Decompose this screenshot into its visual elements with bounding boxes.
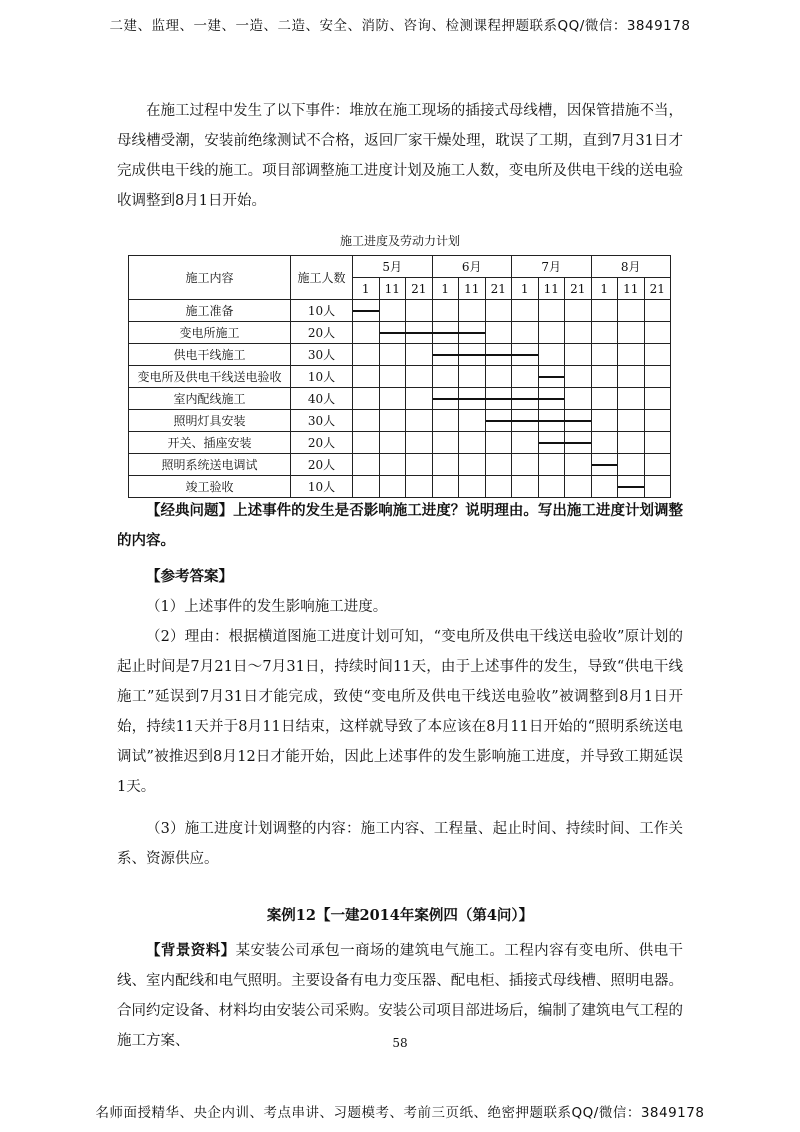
schedule-bar — [380, 332, 407, 334]
period-cell — [406, 476, 433, 498]
period-cell — [406, 454, 433, 476]
table-row — [129, 476, 671, 498]
period-cell — [565, 432, 592, 454]
period-cell — [512, 454, 539, 476]
period-cell — [538, 388, 565, 410]
period-cell — [406, 322, 433, 344]
gantt-body — [129, 300, 671, 498]
table-row — [129, 322, 671, 344]
period-cell — [459, 322, 486, 344]
period-cell — [644, 454, 671, 476]
workers-cell: 30人 — [291, 410, 353, 432]
period-cell — [538, 432, 565, 454]
table-row — [129, 432, 671, 454]
period-cell — [353, 388, 380, 410]
period-cell — [459, 366, 486, 388]
day-cell: 11 — [379, 278, 406, 300]
period-cell — [565, 454, 592, 476]
period-cell — [379, 388, 406, 410]
period-cell — [538, 476, 565, 498]
schedule-bar — [458, 332, 485, 334]
day-cell: 21 — [644, 278, 671, 300]
period-cell — [512, 432, 539, 454]
period-cell — [379, 366, 406, 388]
period-cell — [565, 322, 592, 344]
period-cell — [591, 388, 618, 410]
period-cell — [591, 322, 618, 344]
schedule-bar — [539, 442, 566, 444]
case-title: 案例12【一建2014年案例四（第4问）】 — [266, 907, 534, 924]
header-task: 施工内容 — [129, 256, 291, 300]
period-cell — [432, 476, 459, 498]
day-cell: 1 — [432, 278, 459, 300]
period-cell — [485, 388, 512, 410]
schedule-bar — [511, 398, 539, 400]
period-cell — [644, 432, 671, 454]
period-cell — [485, 432, 512, 454]
background-text: 某安装公司承包一商场的建筑电气施工。工程内容有变电所、供电干线、室内配线和电气照明。主要设备有电力变压器、配电柜、插接式母线槽、照明电器。合同约定设备、材料均由安装公司采购。安装公司项目部进场后，编制了建筑电气工程的施工方案、 — [117, 943, 684, 1049]
period-cell — [565, 366, 592, 388]
header-month: 7月 — [512, 256, 592, 278]
period-cell — [459, 300, 486, 322]
header-month: 8月 — [591, 256, 671, 278]
schedule-bar — [433, 398, 460, 400]
schedule-bar — [564, 442, 591, 444]
period-cell — [432, 366, 459, 388]
period-cell — [538, 366, 565, 388]
period-cell — [538, 322, 565, 344]
period-cell — [538, 454, 565, 476]
day-cell: 1 — [353, 278, 380, 300]
period-cell — [485, 300, 512, 322]
period-cell — [618, 454, 645, 476]
schedule-bar — [539, 376, 565, 378]
period-cell — [432, 344, 459, 366]
workers-cell: 10人 — [291, 300, 353, 322]
period-cell — [565, 410, 592, 432]
period-cell — [459, 432, 486, 454]
period-cell — [379, 344, 406, 366]
schedule-bar — [511, 354, 538, 356]
period-cell — [485, 476, 512, 498]
period-cell — [644, 388, 671, 410]
schedule-bar — [405, 332, 433, 334]
period-cell — [353, 410, 380, 432]
period-cell — [512, 476, 539, 498]
period-cell — [485, 322, 512, 344]
schedule-bar — [618, 486, 644, 488]
period-cell — [565, 388, 592, 410]
period-cell — [644, 322, 671, 344]
day-cell: 11 — [538, 278, 565, 300]
day-cell: 21 — [565, 278, 592, 300]
workers-cell: 20人 — [291, 432, 353, 454]
schedule-bar — [592, 464, 618, 466]
answer-2: （2）理由：根据横道图施工进度计划可知，“变电所及供电干线送电验收”原计划的起止时间是7月21日～7月31日，持续时间11天，由于上述事件的发生，导致“供电干线施工”延误到7月31日才能完成，致使“变电所及供电干线送电验收”被调整到8月1日开始，持续11天并于8月11日结束，这样就导致了本应该在8月11日开始的“照明系统送电调试”被推迟到8月12日才能开始，因此上述事件的发生影响施工进度，并导致工期延误1天。 — [117, 629, 683, 795]
table-row — [129, 454, 671, 476]
answer-heading: 【参考答案】 — [146, 568, 233, 585]
period-cell — [512, 388, 539, 410]
period-cell — [406, 388, 433, 410]
period-cell — [379, 322, 406, 344]
task-cell: 竣工验收 — [129, 476, 291, 498]
table-row — [129, 366, 671, 388]
schedule-bar — [564, 420, 591, 422]
period-cell — [379, 476, 406, 498]
period-cell — [538, 410, 565, 432]
period-cell — [379, 432, 406, 454]
period-cell — [353, 454, 380, 476]
day-cell: 21 — [485, 278, 512, 300]
period-cell — [538, 344, 565, 366]
period-cell — [432, 454, 459, 476]
period-cell — [485, 454, 512, 476]
period-cell — [591, 410, 618, 432]
schedule-bar — [432, 332, 460, 334]
intro-paragraph: 在施工过程中发生了以下事件：堆放在施工现场的插接式母线槽，因保管措施不当，母线槽受潮，安装前绝缘测试不合格，返回厂家干燥处理，耽误了工期，直到7月31日才完成供电干线的施工。项目部调整施工进度计划及施工人数，变电所及供电干线的送电验收调整到8月1日开始。 — [117, 103, 683, 209]
period-cell — [565, 476, 592, 498]
table-row — [129, 388, 671, 410]
day-cell: 11 — [459, 278, 486, 300]
period-cell — [459, 454, 486, 476]
period-cell — [591, 344, 618, 366]
task-cell: 变电所及供电干线送电验收 — [129, 366, 291, 388]
workers-cell: 30人 — [291, 344, 353, 366]
period-cell — [591, 366, 618, 388]
period-cell — [512, 300, 539, 322]
table-row — [129, 410, 671, 432]
header-month: 6月 — [432, 256, 512, 278]
schedule-bar — [433, 354, 460, 356]
period-cell — [538, 300, 565, 322]
task-cell: 施工准备 — [129, 300, 291, 322]
question: 【经典问题】上述事件的发生是否影响施工进度？说明理由。写出施工进度计划调整的内容。 — [117, 502, 683, 549]
schedule-bar — [538, 420, 566, 422]
workers-cell: 10人 — [291, 366, 353, 388]
task-cell: 变电所施工 — [129, 322, 291, 344]
period-cell — [618, 366, 645, 388]
task-cell: 开关、插座安装 — [129, 432, 291, 454]
workers-cell: 40人 — [291, 388, 353, 410]
period-cell — [432, 322, 459, 344]
period-cell — [459, 410, 486, 432]
period-cell — [353, 344, 380, 366]
task-cell: 照明灯具安装 — [129, 410, 291, 432]
period-cell — [353, 432, 380, 454]
period-cell — [591, 432, 618, 454]
period-cell — [644, 410, 671, 432]
schedule-bar — [458, 354, 486, 356]
period-cell — [512, 410, 539, 432]
table-caption: 施工进度及劳动力计划 — [339, 234, 460, 248]
period-cell — [618, 300, 645, 322]
period-cell — [644, 366, 671, 388]
period-cell — [618, 344, 645, 366]
period-cell — [565, 344, 592, 366]
period-cell — [485, 410, 512, 432]
period-cell — [591, 476, 618, 498]
period-cell — [432, 410, 459, 432]
period-cell — [618, 432, 645, 454]
task-cell: 室内配线施工 — [129, 388, 291, 410]
answer-3: （3）施工进度计划调整的内容：施工内容、工程量、起止时间、持续时间、工作关系、资源供应。 — [117, 821, 683, 867]
period-cell — [618, 322, 645, 344]
period-cell — [591, 300, 618, 322]
period-cell — [406, 410, 433, 432]
period-cell — [406, 344, 433, 366]
period-cell — [406, 300, 433, 322]
task-cell: 供电干线施工 — [129, 344, 291, 366]
schedule-bar — [538, 398, 565, 400]
period-cell — [512, 322, 539, 344]
period-cell — [618, 476, 645, 498]
workers-cell: 20人 — [291, 322, 353, 344]
page-number: 58 — [392, 1036, 408, 1050]
workers-cell: 10人 — [291, 476, 353, 498]
period-cell — [379, 410, 406, 432]
period-cell — [406, 432, 433, 454]
period-cell — [512, 344, 539, 366]
period-cell — [565, 300, 592, 322]
schedule-bar — [353, 310, 379, 312]
period-cell — [432, 300, 459, 322]
period-cell — [644, 476, 671, 498]
period-cell — [512, 366, 539, 388]
header-month: 5月 — [353, 256, 433, 278]
task-cell: 照明系统送电调试 — [129, 454, 291, 476]
day-cell: 1 — [591, 278, 618, 300]
page-header: 二建、监理、一建、一造、二造、安全、消防、咨询、检测课程押题联系QQ/微信：3849178 — [109, 18, 691, 34]
period-cell — [353, 300, 380, 322]
gantt-table — [128, 255, 671, 498]
period-cell — [644, 344, 671, 366]
period-cell — [644, 300, 671, 322]
day-cell: 11 — [618, 278, 645, 300]
period-cell — [353, 322, 380, 344]
answer-1: （1）上述事件的发生影响施工进度。 — [146, 599, 388, 615]
period-cell — [459, 476, 486, 498]
period-cell — [459, 388, 486, 410]
period-cell — [591, 454, 618, 476]
period-cell — [379, 300, 406, 322]
day-cell: 21 — [406, 278, 433, 300]
period-cell — [485, 366, 512, 388]
period-cell — [459, 344, 486, 366]
period-cell — [353, 476, 380, 498]
schedule-bar — [511, 420, 539, 422]
table-row — [129, 344, 671, 366]
schedule-bar — [485, 398, 513, 400]
period-cell — [618, 388, 645, 410]
period-cell — [353, 366, 380, 388]
period-cell — [485, 344, 512, 366]
day-cell: 1 — [512, 278, 539, 300]
period-cell — [618, 410, 645, 432]
period-cell — [379, 454, 406, 476]
schedule-bar — [486, 420, 513, 422]
table-row — [129, 300, 671, 322]
period-cell — [406, 366, 433, 388]
workers-cell: 20人 — [291, 454, 353, 476]
schedule-bar — [458, 398, 486, 400]
page-footer: 名师面授精华、央企内训、考点串讲、习题模考、考前三页纸、绝密押题联系QQ/微信：3849178 — [95, 1105, 705, 1121]
period-cell — [432, 388, 459, 410]
header-workers: 施工人数 — [291, 256, 353, 300]
period-cell — [432, 432, 459, 454]
background-label: 【背景资料】 — [146, 942, 236, 959]
schedule-bar — [485, 354, 513, 356]
